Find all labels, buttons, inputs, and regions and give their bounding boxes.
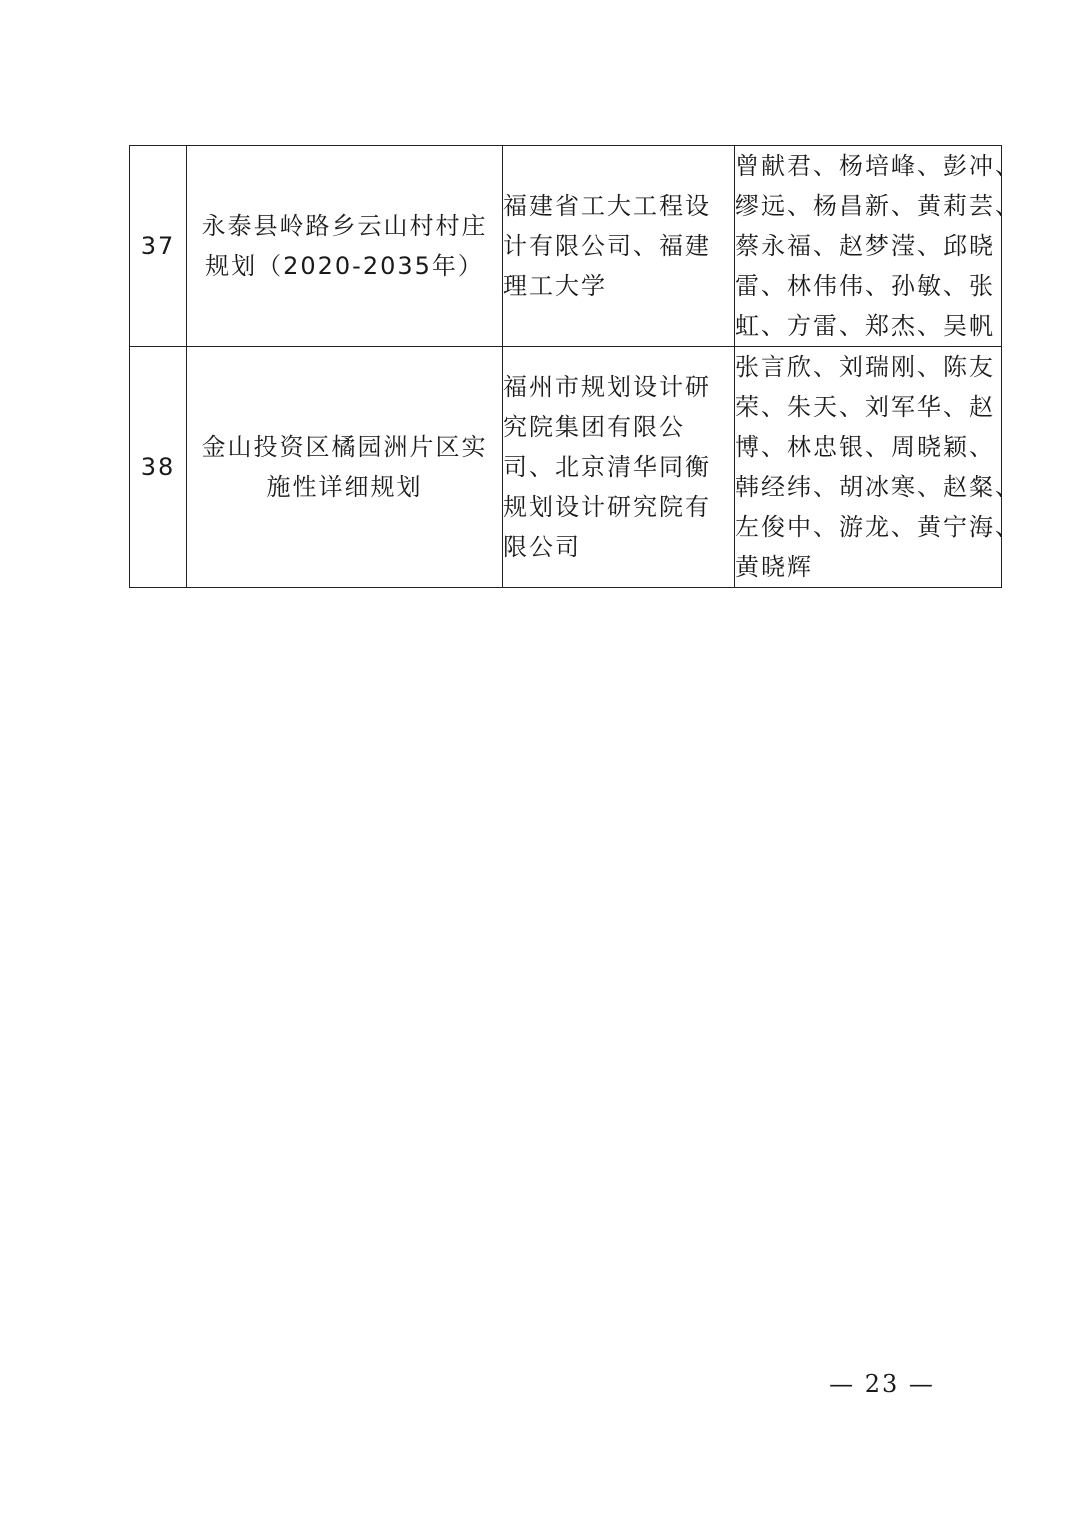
team-members-line: 虹、方雷、郑杰、吴帆: [735, 312, 995, 340]
design-unit-line: 司、北京清华同衡: [503, 453, 711, 481]
team-members-line: 曾献君、杨培峰、彭冲、: [735, 152, 1021, 180]
row-number: 37: [130, 146, 187, 347]
team-members-line: 左俊中、游龙、黄宁海、: [735, 513, 1021, 541]
team-members: [735, 146, 1021, 347]
project-name-line: 规划（2020-2035年）: [205, 252, 484, 280]
design-unit-line: 计有限公司、福建: [503, 232, 711, 260]
team-members-line: 雷、林伟伟、孙敏、张: [735, 272, 995, 300]
team-members-line: 博、林忠银、周晓颖、: [735, 433, 995, 461]
team-members-line: 蔡永福、赵梦滢、邱晓: [735, 232, 995, 260]
team-members-line: 张言欣、刘瑞刚、陈友: [735, 353, 995, 381]
project-name-line: 永泰县岭路乡云山村村庄: [201, 212, 488, 240]
team-members: [735, 347, 1021, 588]
team-members-line: 韩经纬、胡冰寒、赵粲、: [735, 473, 1021, 501]
team-members-line: 黄晓辉: [735, 553, 813, 581]
project-name-line: 金山投资区橘园洲片区实: [201, 433, 488, 461]
table-row: [130, 347, 1002, 588]
project-name-line: 施性详细规划: [266, 473, 423, 501]
project-name: [187, 347, 503, 588]
design-unit-line: 限公司: [503, 533, 581, 561]
project-name: [187, 146, 503, 347]
team-members-line: 缪远、杨昌新、黄莉芸、: [735, 192, 1021, 220]
table-row: [130, 146, 1002, 347]
team-members-line: 荣、朱天、刘军华、赵: [735, 393, 995, 421]
design-unit: [503, 146, 735, 347]
row-number: 38: [130, 347, 187, 588]
design-unit: [503, 347, 735, 588]
page-number: — 23 —: [829, 1370, 935, 1398]
design-unit-line: 福州市规划设计研: [503, 373, 711, 401]
design-unit-line: 理工大学: [503, 272, 607, 300]
design-unit-line: 究院集团有限公: [503, 413, 685, 441]
awards-table: [129, 145, 1021, 588]
design-unit-line: 福建省工大工程设: [503, 192, 711, 220]
design-unit-line: 规划设计研究院有: [503, 493, 711, 521]
